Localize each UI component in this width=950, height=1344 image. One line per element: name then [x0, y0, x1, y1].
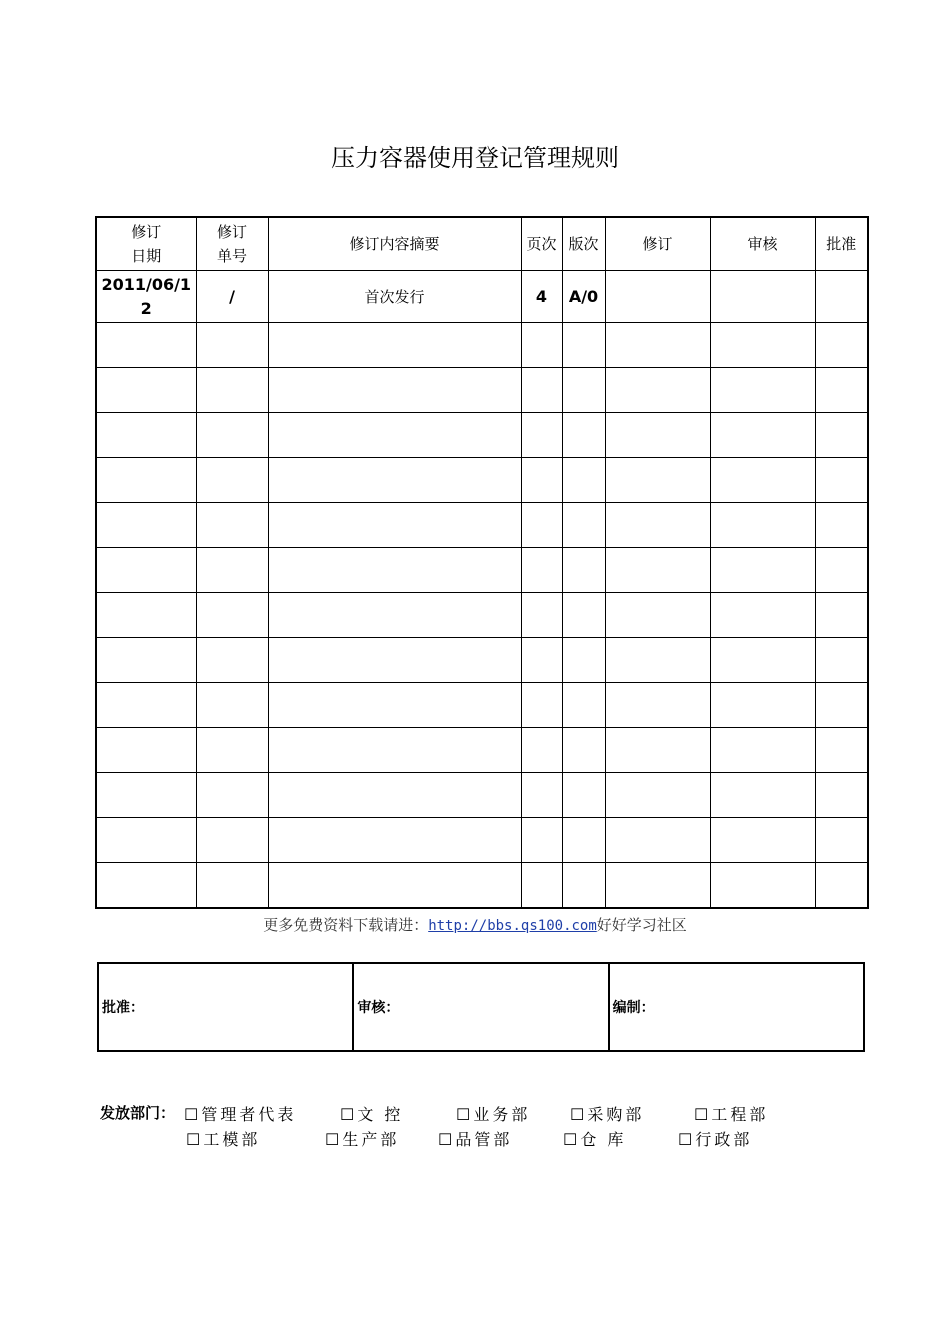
empty-cell[interactable]: [96, 593, 196, 638]
empty-cell[interactable]: [268, 413, 521, 458]
empty-cell[interactable]: [96, 773, 196, 818]
document-title: 压力容器使用登记管理规则: [331, 144, 619, 172]
cell-page: 4: [521, 271, 562, 323]
empty-cell[interactable]: [196, 773, 268, 818]
empty-cell[interactable]: [96, 683, 196, 728]
empty-cell[interactable]: [521, 683, 562, 728]
empty-cell[interactable]: [605, 863, 710, 909]
empty-cell[interactable]: [521, 773, 562, 818]
empty-cell[interactable]: [96, 368, 196, 413]
empty-cell[interactable]: [815, 458, 868, 503]
header-revise-date: 修订 日期: [96, 217, 196, 271]
empty-cell[interactable]: [605, 818, 710, 863]
empty-cell[interactable]: [562, 458, 605, 503]
empty-cell[interactable]: [710, 368, 815, 413]
distribution-option[interactable]: ☐仓 库: [563, 1130, 627, 1149]
header-approve: 批准: [815, 217, 868, 271]
empty-cell[interactable]: [710, 638, 815, 683]
header-revise: 修订: [605, 217, 710, 271]
empty-cell[interactable]: [268, 593, 521, 638]
empty-cell[interactable]: [521, 368, 562, 413]
cell-revise: [605, 271, 710, 323]
empty-cell[interactable]: [605, 728, 710, 773]
empty-cell[interactable]: [96, 323, 196, 368]
empty-cell[interactable]: [196, 728, 268, 773]
empty-cell[interactable]: [268, 503, 521, 548]
distribution-option[interactable]: ☐采购部: [570, 1105, 645, 1124]
empty-cell[interactable]: [521, 548, 562, 593]
distribution-option[interactable]: ☐管理者代表: [184, 1105, 297, 1124]
empty-cell[interactable]: [562, 818, 605, 863]
empty-cell[interactable]: [96, 413, 196, 458]
empty-cell[interactable]: [710, 773, 815, 818]
note-suffix: 好好学习社区: [596, 916, 687, 934]
empty-cell[interactable]: [521, 818, 562, 863]
empty-cell[interactable]: [268, 728, 521, 773]
empty-cell[interactable]: [196, 323, 268, 368]
empty-cell[interactable]: [96, 503, 196, 548]
table-row: [96, 593, 868, 638]
empty-cell[interactable]: [815, 368, 868, 413]
table-row: [96, 458, 868, 503]
empty-cell[interactable]: [562, 503, 605, 548]
empty-cell[interactable]: [815, 413, 868, 458]
empty-cell[interactable]: [268, 323, 521, 368]
cell-version: A/0: [562, 271, 605, 323]
header-summary: 修订内容摘要: [268, 217, 521, 271]
empty-cell[interactable]: [605, 458, 710, 503]
empty-cell[interactable]: [815, 818, 868, 863]
table-row: [96, 368, 868, 413]
empty-cell[interactable]: [196, 683, 268, 728]
distribution-section: [100, 1102, 769, 1149]
empty-cell[interactable]: [815, 683, 868, 728]
empty-cell[interactable]: [710, 593, 815, 638]
empty-cell[interactable]: [196, 593, 268, 638]
empty-cell[interactable]: [710, 413, 815, 458]
empty-cell[interactable]: [268, 548, 521, 593]
empty-cell[interactable]: [710, 728, 815, 773]
empty-cell[interactable]: [521, 638, 562, 683]
cell-review: [710, 271, 815, 323]
empty-cell[interactable]: [268, 368, 521, 413]
empty-cell[interactable]: [562, 548, 605, 593]
signature-table: [97, 962, 865, 1052]
empty-cell[interactable]: [521, 413, 562, 458]
note-link[interactable]: http://bbs.qs100.com: [428, 918, 597, 934]
empty-cell[interactable]: [562, 593, 605, 638]
distribution-option[interactable]: ☐品管部: [438, 1130, 513, 1149]
sign-review[interactable]: 审核：: [353, 963, 608, 1051]
empty-cell[interactable]: [521, 728, 562, 773]
empty-cell[interactable]: [196, 818, 268, 863]
empty-cell[interactable]: [815, 863, 868, 909]
empty-cell[interactable]: [710, 548, 815, 593]
note-prefix: 更多免费资料下载请进：: [263, 916, 429, 934]
empty-cell[interactable]: [196, 368, 268, 413]
empty-cell[interactable]: [815, 548, 868, 593]
empty-cell[interactable]: [196, 458, 268, 503]
empty-cell[interactable]: [196, 413, 268, 458]
table-row: [96, 503, 868, 548]
empty-cell[interactable]: [710, 683, 815, 728]
empty-cell[interactable]: [562, 368, 605, 413]
empty-cell[interactable]: [96, 458, 196, 503]
empty-cell[interactable]: [562, 638, 605, 683]
table-row: [96, 638, 868, 683]
empty-cell[interactable]: [815, 503, 868, 548]
header-page: 页次: [521, 217, 562, 271]
empty-cell[interactable]: [96, 548, 196, 593]
empty-cell[interactable]: [815, 638, 868, 683]
empty-cell[interactable]: [605, 323, 710, 368]
empty-cell[interactable]: [710, 458, 815, 503]
table-row: [96, 773, 868, 818]
empty-cell[interactable]: [815, 593, 868, 638]
empty-cell[interactable]: [96, 818, 196, 863]
empty-cell[interactable]: [196, 863, 268, 909]
cell-approve: [815, 271, 868, 323]
empty-cell[interactable]: [605, 413, 710, 458]
empty-cell[interactable]: [268, 773, 521, 818]
empty-cell[interactable]: [521, 863, 562, 909]
header-revise-no: 修订 单号: [196, 217, 268, 271]
cell-summary: 首次发行: [268, 271, 521, 323]
sign-prepare[interactable]: 编制：: [609, 963, 864, 1051]
empty-cell[interactable]: [815, 728, 868, 773]
table-row: [96, 683, 868, 728]
empty-cell[interactable]: [562, 683, 605, 728]
cell-no: /: [196, 271, 268, 323]
empty-cell[interactable]: [268, 458, 521, 503]
sign-approve[interactable]: 批准：: [98, 963, 353, 1051]
empty-cell[interactable]: [710, 323, 815, 368]
empty-cell[interactable]: [96, 863, 196, 909]
download-note: [0, 914, 950, 935]
distribution-option[interactable]: ☐业务部: [456, 1105, 531, 1124]
distribution-option[interactable]: ☐文 控: [340, 1105, 404, 1124]
table-row: [96, 818, 868, 863]
empty-cell[interactable]: [521, 593, 562, 638]
empty-cell[interactable]: [710, 818, 815, 863]
empty-cell[interactable]: [605, 368, 710, 413]
distribution-option[interactable]: ☐工程部: [694, 1105, 769, 1124]
empty-cell[interactable]: [521, 503, 562, 548]
empty-cell[interactable]: [196, 638, 268, 683]
empty-cell[interactable]: [605, 773, 710, 818]
empty-cell[interactable]: [96, 638, 196, 683]
empty-cell[interactable]: [710, 503, 815, 548]
empty-cell[interactable]: [562, 863, 605, 909]
empty-cell[interactable]: [268, 683, 521, 728]
empty-cell[interactable]: [605, 503, 710, 548]
table-row: [96, 413, 868, 458]
empty-cell[interactable]: [562, 323, 605, 368]
empty-cell[interactable]: [562, 413, 605, 458]
distribution-option[interactable]: ☐生产部: [325, 1130, 400, 1149]
header-review: 审核: [710, 217, 815, 271]
empty-cell[interactable]: [268, 818, 521, 863]
cell-date: 2011/06/12: [96, 271, 196, 323]
table-header-row: [96, 217, 868, 271]
header-version: 版次: [562, 217, 605, 271]
table-row: [96, 728, 868, 773]
empty-cell[interactable]: [605, 638, 710, 683]
empty-cell[interactable]: [815, 323, 868, 368]
table-row: [96, 863, 868, 909]
empty-cell[interactable]: [268, 638, 521, 683]
empty-cell[interactable]: [268, 863, 521, 909]
empty-cell[interactable]: [605, 548, 710, 593]
empty-cell[interactable]: [605, 593, 710, 638]
empty-cell[interactable]: [196, 503, 268, 548]
distribution-label: 发放部门：: [100, 1104, 176, 1122]
distribution-option[interactable]: ☐工模部: [186, 1130, 261, 1149]
empty-cell[interactable]: [521, 323, 562, 368]
table-row: [96, 271, 868, 323]
empty-cell[interactable]: [521, 458, 562, 503]
table-row: [96, 323, 868, 368]
empty-cell[interactable]: [196, 548, 268, 593]
revision-table: [95, 216, 869, 909]
empty-cell[interactable]: [562, 773, 605, 818]
table-row: [96, 548, 868, 593]
empty-cell[interactable]: [605, 683, 710, 728]
empty-cell[interactable]: [710, 863, 815, 909]
empty-cell[interactable]: [562, 728, 605, 773]
empty-cell[interactable]: [96, 728, 196, 773]
distribution-option[interactable]: ☐行政部: [678, 1130, 753, 1149]
empty-cell[interactable]: [815, 773, 868, 818]
